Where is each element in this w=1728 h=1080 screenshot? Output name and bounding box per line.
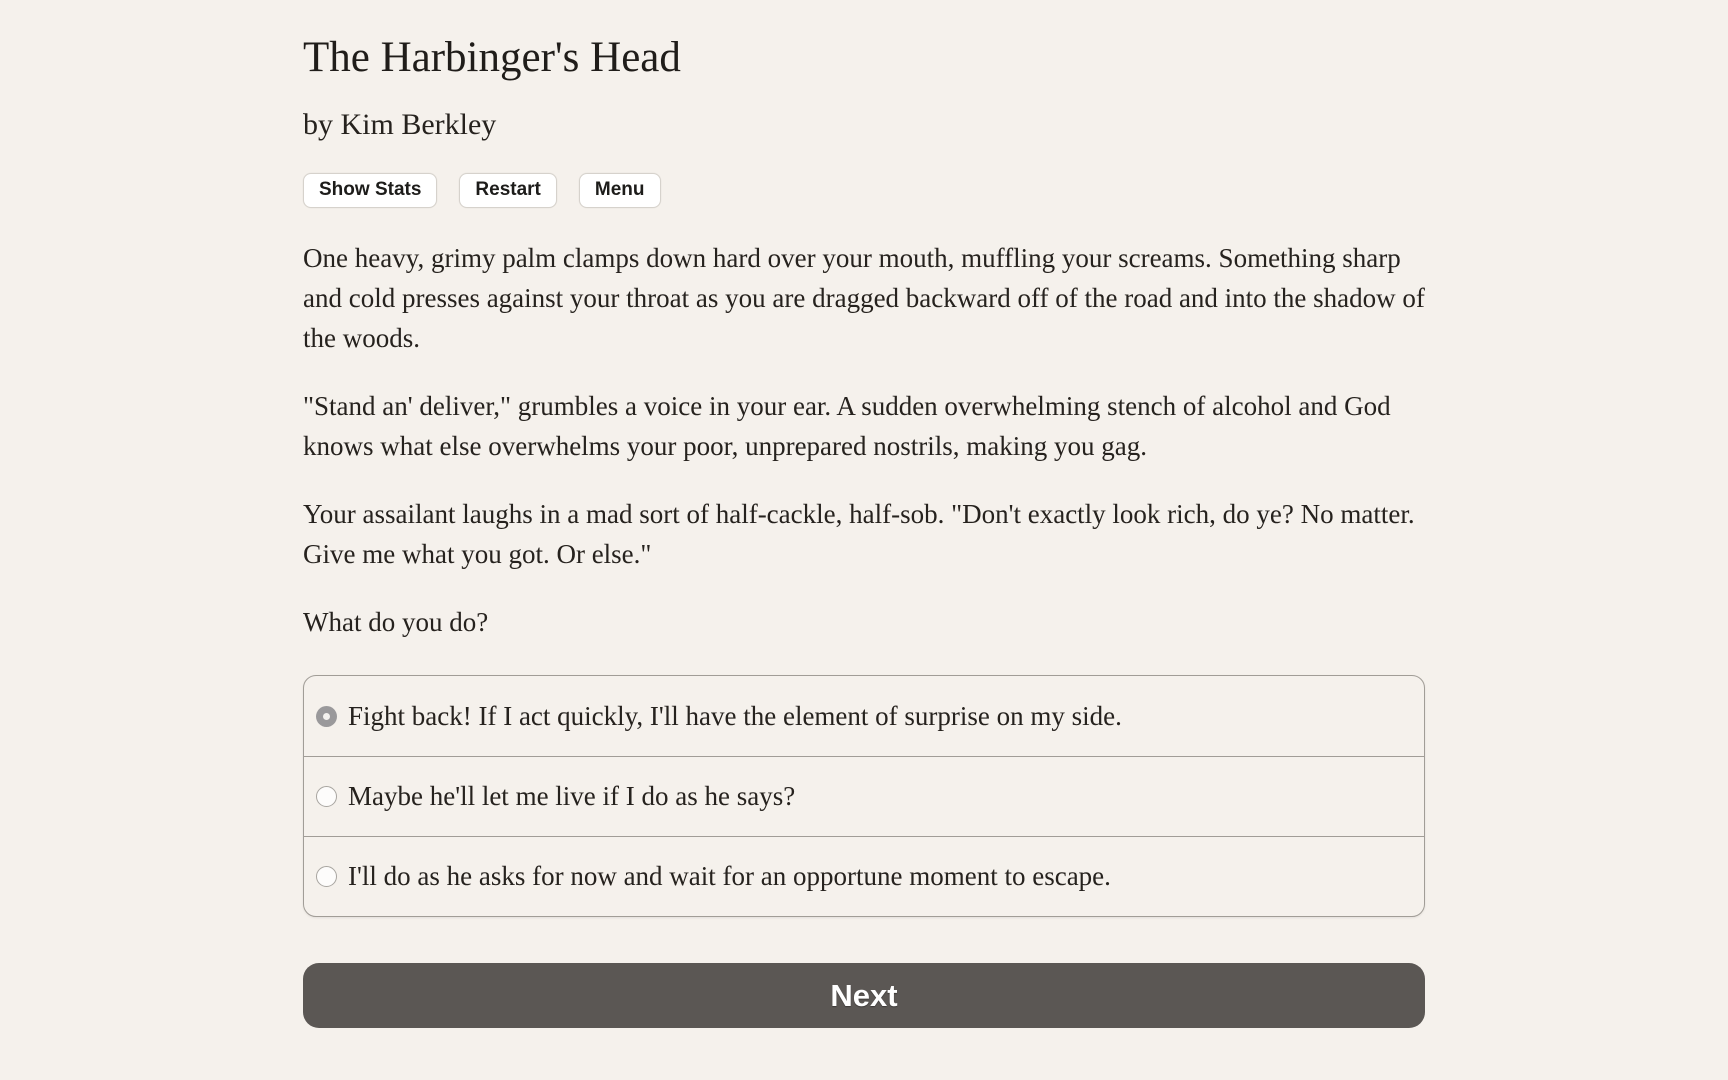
radio-button-icon[interactable] (316, 786, 337, 807)
radio-button-icon[interactable] (316, 706, 337, 727)
restart-button[interactable]: Restart (459, 173, 556, 208)
story-prompt: What do you do? (303, 607, 489, 638)
story-paragraph: One heavy, grimy palm clamps down hard over your mouth, muffling your screams. Something sharp and cold presses against your throat as you are dragged backward off of the road and into the shadow of the woods. (303, 243, 1425, 354)
story-text (303, 238, 1425, 642)
page-title: The Harbinger's Head (303, 34, 681, 81)
choice-option-3[interactable] (304, 836, 1424, 916)
radio-button-icon[interactable] (316, 866, 337, 887)
author-byline: by Kim Berkley (303, 108, 497, 142)
menu-button[interactable]: Menu (579, 173, 661, 208)
story-page (303, 0, 1425, 1028)
story-paragraph: "Stand an' deliver," grumbles a voice in your ear. A sudden overwhelming stench of alcohol and God knows what else overwhelms your poor, unprepared nostrils, making you gag. (303, 391, 1391, 462)
choice-option-label: I'll do as he asks for now and wait for an opportune moment to escape. (348, 861, 1111, 892)
next-button[interactable]: Next (303, 963, 1425, 1028)
choice-option-1[interactable] (304, 676, 1424, 756)
choice-list (303, 675, 1425, 917)
toolbar (303, 173, 1425, 208)
show-stats-button[interactable]: Show Stats (303, 173, 437, 208)
choice-option-2[interactable] (304, 756, 1424, 836)
choice-option-label: Fight back! If I act quickly, I'll have the element of surprise on my side. (348, 700, 1122, 731)
choice-option-label: Maybe he'll let me live if I do as he says? (348, 781, 796, 812)
story-paragraph: Your assailant laughs in a mad sort of half-cackle, half-sob. "Don't exactly look rich, do ye? No matter. Give me what you got. Or else." (303, 499, 1415, 570)
